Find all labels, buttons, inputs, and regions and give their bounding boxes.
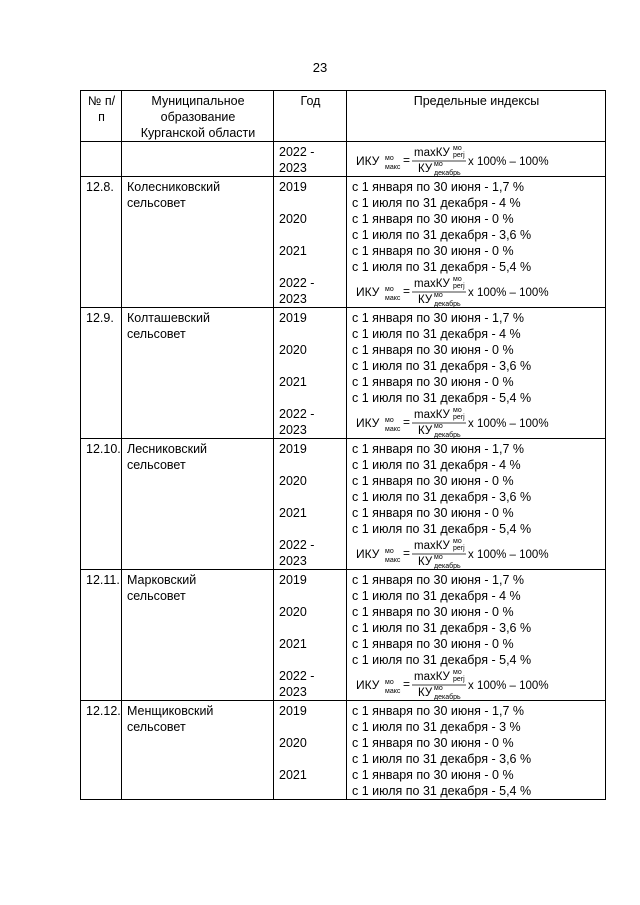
cell-num bbox=[81, 308, 122, 439]
formula-denominator-sup: мо bbox=[434, 292, 443, 299]
formula-numerator-sub: perj bbox=[453, 545, 465, 552]
cell-year bbox=[274, 439, 347, 570]
index-line: с 1 января по 30 июня - 1,7 % bbox=[352, 573, 524, 587]
index-line: с 1 июля по 31 декабря - 3,6 % bbox=[352, 752, 532, 766]
municipality-name-line: Менщиковский bbox=[127, 704, 214, 718]
header-indices: Предельные индексы bbox=[347, 91, 606, 142]
municipality-name-line: сельсовет bbox=[127, 458, 186, 472]
year-label: 2021 bbox=[279, 244, 307, 258]
formula bbox=[352, 537, 601, 569]
cell-municipality bbox=[122, 142, 274, 177]
index-line: с 1 января по 30 июня - 0 % bbox=[352, 506, 514, 520]
index-line: с 1 января по 30 июня - 1,7 % bbox=[352, 311, 524, 325]
formula-lhs-sup: мо bbox=[385, 679, 394, 686]
header-municipality bbox=[122, 91, 274, 142]
formula-lhs-sub: макс bbox=[385, 164, 401, 171]
index-line: с 1 июля по 31 декабря - 4 % bbox=[352, 458, 521, 472]
formula-numerator-sub: perj bbox=[453, 152, 465, 159]
cell-year bbox=[274, 142, 347, 177]
formula-tail: x 100% – 100% bbox=[468, 418, 549, 430]
year-label: 2021 bbox=[279, 506, 307, 520]
year-label: 2020 bbox=[279, 343, 307, 357]
cell-year bbox=[274, 570, 347, 701]
formula-equals: = bbox=[403, 415, 411, 429]
table-row bbox=[81, 439, 606, 570]
year-label: 2021 bbox=[279, 768, 307, 782]
formula bbox=[352, 668, 601, 700]
formula-numerator-sup: мо bbox=[453, 669, 462, 676]
formula-equals: = bbox=[403, 153, 411, 167]
formula-equals: = bbox=[403, 284, 411, 298]
formula-denominator: КУ bbox=[418, 687, 433, 699]
table-header-row bbox=[81, 91, 606, 142]
cell-municipality bbox=[122, 177, 274, 308]
index-line: с 1 июля по 31 декабря - 3,6 % bbox=[352, 359, 532, 373]
cell-indices bbox=[347, 308, 606, 439]
cell-num bbox=[81, 177, 122, 308]
cell-indices bbox=[347, 701, 606, 800]
formula-numerator: maxКУ bbox=[414, 409, 450, 421]
formula-equals: = bbox=[403, 546, 411, 560]
year-label: 2019 bbox=[279, 180, 307, 194]
formula-numerator: maxКУ bbox=[414, 671, 450, 683]
header-municipality-line: Курганской области bbox=[140, 126, 256, 140]
formula bbox=[352, 406, 601, 438]
index-line: с 1 января по 30 июня - 0 % bbox=[352, 637, 514, 651]
index-line: с 1 января по 30 июня - 0 % bbox=[352, 768, 514, 782]
formula-numerator-sub: perj bbox=[453, 414, 465, 421]
index-line: с 1 июля по 31 декабря - 5,4 % bbox=[352, 653, 532, 667]
formula-svg bbox=[352, 144, 557, 176]
cell-municipality bbox=[122, 308, 274, 439]
cell-indices bbox=[347, 142, 606, 177]
index-line: с 1 января по 30 июня - 0 % bbox=[352, 375, 514, 389]
formula-tail: x 100% – 100% bbox=[468, 549, 549, 561]
formula-numerator: maxКУ bbox=[414, 540, 450, 552]
index-line: с 1 января по 30 июня - 1,7 % bbox=[352, 704, 524, 718]
formula-numerator-sup: мо bbox=[453, 276, 462, 283]
formula-tail: x 100% – 100% bbox=[468, 287, 549, 299]
index-line: с 1 января по 30 июня - 1,7 % bbox=[352, 180, 524, 194]
index-line: с 1 января по 30 июня - 0 % bbox=[352, 343, 514, 357]
cell-indices bbox=[347, 177, 606, 308]
municipality-name-line: сельсовет bbox=[127, 327, 186, 341]
cell-num bbox=[81, 701, 122, 800]
index-line: с 1 июля по 31 декабря - 5,4 % bbox=[352, 260, 532, 274]
formula-numerator: maxКУ bbox=[414, 147, 450, 159]
index-line: с 1 июля по 31 декабря - 4 % bbox=[352, 327, 521, 341]
year-label: 2020 bbox=[279, 605, 307, 619]
header-municipality-line: Муниципальное bbox=[151, 94, 245, 108]
formula-denominator-sup: мо bbox=[434, 685, 443, 692]
year-label: 2023 bbox=[279, 161, 307, 175]
formula-numerator-sub: perj bbox=[453, 283, 465, 290]
formula-lhs-sub: макс bbox=[385, 557, 401, 564]
index-line: с 1 июля по 31 декабря - 3 % bbox=[352, 720, 521, 734]
municipality-name-line: сельсовет bbox=[127, 589, 186, 603]
formula-lhs-sub: макс bbox=[385, 688, 401, 695]
header-year: Год bbox=[274, 91, 347, 142]
formula-denominator: КУ bbox=[418, 294, 433, 306]
formula-lhs: ИКУ bbox=[356, 416, 380, 430]
formula-lhs-sup: мо bbox=[385, 417, 394, 424]
row-number: 12.11. bbox=[86, 573, 120, 587]
formula-denominator-sub: декабрь bbox=[434, 301, 461, 307]
year-label: 2023 bbox=[279, 423, 307, 437]
year-label: 2020 bbox=[279, 474, 307, 488]
index-line: с 1 января по 30 июня - 0 % bbox=[352, 244, 514, 258]
formula-denominator: КУ bbox=[418, 556, 433, 568]
index-line: с 1 июля по 31 декабря - 5,4 % bbox=[352, 784, 532, 798]
index-line: с 1 июля по 31 декабря - 4 % bbox=[352, 196, 521, 210]
formula-denominator-sup: мо bbox=[434, 161, 443, 168]
index-line: с 1 января по 30 июня - 1,7 % bbox=[352, 442, 524, 456]
table-row bbox=[81, 701, 606, 800]
cell-indices bbox=[347, 570, 606, 701]
formula-equals: = bbox=[403, 677, 411, 691]
table-row bbox=[81, 570, 606, 701]
header-num: № п/п bbox=[81, 91, 122, 142]
year-label: 2020 bbox=[279, 736, 307, 750]
cell-indices bbox=[347, 439, 606, 570]
index-line: с 1 января по 30 июня - 0 % bbox=[352, 474, 514, 488]
index-line: с 1 июля по 31 декабря - 3,6 % bbox=[352, 490, 532, 504]
row-number: 12.8. bbox=[86, 180, 114, 194]
header-municipality-line: образование bbox=[160, 110, 236, 124]
index-line: с 1 января по 30 июня - 0 % bbox=[352, 212, 514, 226]
cell-num bbox=[81, 570, 122, 701]
index-line: с 1 июля по 31 декабря - 5,4 % bbox=[352, 391, 532, 405]
year-label: 2023 bbox=[279, 292, 307, 306]
formula bbox=[352, 144, 601, 176]
index-line: с 1 июля по 31 декабря - 4 % bbox=[352, 589, 521, 603]
municipality-name-line: Марковский bbox=[127, 573, 197, 587]
formula-svg bbox=[352, 537, 557, 569]
formula-denominator-sub: декабрь bbox=[434, 563, 461, 569]
year-label: 2022 - bbox=[279, 276, 315, 290]
formula-denominator: КУ bbox=[418, 425, 433, 437]
formula-denominator-sup: мо bbox=[434, 554, 443, 561]
indices-table bbox=[80, 90, 606, 800]
formula-denominator: КУ bbox=[418, 163, 433, 175]
formula-lhs: ИКУ bbox=[356, 678, 380, 692]
formula-denominator-sub: декабрь bbox=[434, 170, 461, 176]
year-label: 2022 - bbox=[279, 145, 315, 159]
year-label: 2023 bbox=[279, 685, 307, 699]
formula-lhs-sup: мо bbox=[385, 286, 394, 293]
formula-lhs-sub: макс bbox=[385, 426, 401, 433]
year-label: 2019 bbox=[279, 704, 307, 718]
cell-num bbox=[81, 439, 122, 570]
year-label: 2022 - bbox=[279, 669, 315, 683]
formula-numerator: maxКУ bbox=[414, 278, 450, 290]
row-number: 12.9. bbox=[86, 311, 114, 325]
cell-municipality bbox=[122, 701, 274, 800]
municipality-name-line: Лесниковский bbox=[127, 442, 208, 456]
cell-year bbox=[274, 308, 347, 439]
formula-lhs-sub: макс bbox=[385, 295, 401, 302]
index-line: с 1 января по 30 июня - 0 % bbox=[352, 605, 514, 619]
formula-lhs-sup: мо bbox=[385, 155, 394, 162]
year-label: 2020 bbox=[279, 212, 307, 226]
formula-svg bbox=[352, 668, 557, 700]
formula-lhs: ИКУ bbox=[356, 547, 380, 561]
year-label: 2021 bbox=[279, 637, 307, 651]
year-label: 2022 - bbox=[279, 407, 315, 421]
index-line: с 1 января по 30 июня - 0 % bbox=[352, 736, 514, 750]
formula-numerator-sup: мо bbox=[453, 538, 462, 545]
table-row bbox=[81, 308, 606, 439]
formula-svg bbox=[352, 406, 557, 438]
municipality-name-line: сельсовет bbox=[127, 720, 186, 734]
table-row bbox=[81, 177, 606, 308]
index-line: с 1 июля по 31 декабря - 3,6 % bbox=[352, 621, 532, 635]
year-label: 2023 bbox=[279, 554, 307, 568]
formula-tail: x 100% – 100% bbox=[468, 680, 549, 692]
year-label: 2019 bbox=[279, 573, 307, 587]
municipality-name-line: сельсовет bbox=[127, 196, 186, 210]
formula-lhs: ИКУ bbox=[356, 285, 380, 299]
formula-numerator-sub: perj bbox=[453, 676, 465, 683]
year-label: 2019 bbox=[279, 311, 307, 325]
cell-num bbox=[81, 142, 122, 177]
index-line: с 1 июля по 31 декабря - 5,4 % bbox=[352, 522, 532, 536]
year-label: 2022 - bbox=[279, 538, 315, 552]
index-line: с 1 июля по 31 декабря - 3,6 % bbox=[352, 228, 532, 242]
year-label: 2021 bbox=[279, 375, 307, 389]
municipality-name-line: Колесниковский bbox=[127, 180, 221, 194]
continuation-row bbox=[81, 142, 606, 177]
row-number: 12.10. bbox=[86, 442, 121, 456]
formula-numerator-sup: мо bbox=[453, 145, 462, 152]
formula-denominator-sub: декабрь bbox=[434, 694, 461, 700]
cell-municipality bbox=[122, 570, 274, 701]
formula-denominator-sup: мо bbox=[434, 423, 443, 430]
cell-municipality bbox=[122, 439, 274, 570]
formula-denominator-sub: декабрь bbox=[434, 432, 461, 438]
formula-lhs: ИКУ bbox=[356, 154, 380, 168]
municipality-name-line: Колташевский bbox=[127, 311, 210, 325]
year-label: 2019 bbox=[279, 442, 307, 456]
cell-year bbox=[274, 177, 347, 308]
formula-numerator-sup: мо bbox=[453, 407, 462, 414]
formula-tail: x 100% – 100% bbox=[468, 156, 549, 168]
formula bbox=[352, 275, 601, 307]
row-number: 12.12. bbox=[86, 704, 121, 718]
cell-year bbox=[274, 701, 347, 800]
page-number: 23 bbox=[312, 60, 328, 75]
formula-svg bbox=[352, 275, 557, 307]
formula-lhs-sup: мо bbox=[385, 548, 394, 555]
